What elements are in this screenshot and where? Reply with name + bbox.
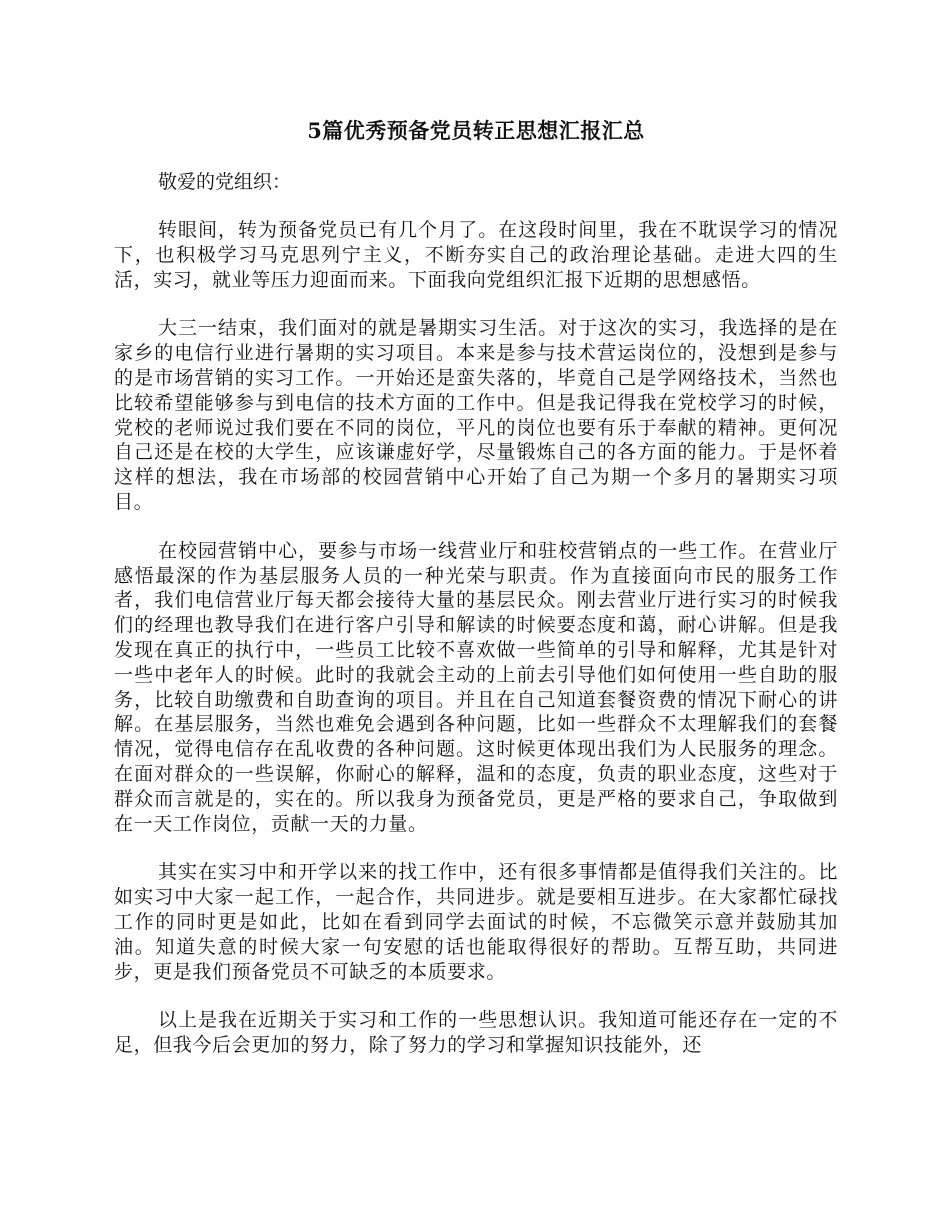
paragraph-3: 在校园营销中心，要参与市场一线营业厅和驻校营销点的一些工作。在营业厅感悟最深的作为基层服务人员的一种光荣与职责。作为直接面向市民的服务工作者，我们电信营业厅每天都会接待大量的基层民众。刚去营业厅进行实习的时候我们的经理也教导我们在进行客户引导和解读的时候要态度和蔼，耐心讲解。但是我发现在真正的执行中，一些员工比较不喜欢做一些简单的引导和解释，尤其是针对一些中老年人的时候。此时的我就会主动的上前去引导他们如何使用一些自助的服务，比较自助缴费和自助查询的项目。并且在自己知道套餐资费的情况下耐心的讲解。在基层服务，当然也难免会遇到各种问题，比如一些群众不太理解我们的套餐情况，觉得电信存在乱收费的各种问题。这时候更体现出我们为人民服务的理念。在面对群众的一些误解，你耐心的解释，温和的态度，负责的职业态度，这些对于群众而言就是的，实在的。所以我身为预备党员，更是严格的要求自己，争取做到在一天工作岗位，贡献一天的力量。 xyxy=(114,539,838,835)
document-title: 5篇优秀预备党员转正思想汇报汇总 xyxy=(307,118,645,143)
paragraph-1: 转眼间，转为预备党员已有几个月了。在这段时间里，我在不耽误学习的情况下，也积极学习马克思列宁主义，不断夯实自己的政治理论基础。走进大四的生活，实习，就业等压力迎面而来。下面我向党组织汇报下近期的思想感悟。 xyxy=(114,219,838,291)
paragraph-5: 以上是我在近期关于实习和工作的一些思想认识。我知道可能还存在一定的不足，但我今后会更加的努力，除了努力的学习和掌握知识技能外，还 xyxy=(114,1009,838,1057)
paragraph-4: 其实在实习中和开学以来的找工作中，还有很多事情都是值得我们关注的。比如实习中大家一起工作，一起合作，共同进步。就是要相互进步。在大家都忙碌找工作的同时更是如此，比如在看到同学去面试的时候，不忘微笑示意并鼓励其加油。知道失意的时候大家一句安慰的话也能取得很好的帮助。互帮互助，共同进步，更是我们预备党员不可缺乏的本质要求。 xyxy=(114,861,838,983)
paragraph-2: 大三一结束，我们面对的就是暑期实习生活。对于这次的实习，我选择的是在家乡的电信行业进行暑期的实习项目。本来是参与技术营运岗位的，没想到是参与的是市场营销的实习工作。一开始还是蛮失落的，毕竟自己是学网络技术，当然也比较希望能够参与到电信的技术方面的工作中。但是我记得我在党校学习的时候，党校的老师说过我们要在不同的岗位，平凡的岗位也要有乐于奉献的精神。更何况自己还是在校的大学生，应该谦虚好学，尽量锻炼自己的各方面的能力。于是怀着这样的想法，我在市场部的校园营销中心开始了自己为期一个多月的暑期实习项目。 xyxy=(114,317,838,513)
salutation: 敬爱的党组织： xyxy=(158,171,292,193)
